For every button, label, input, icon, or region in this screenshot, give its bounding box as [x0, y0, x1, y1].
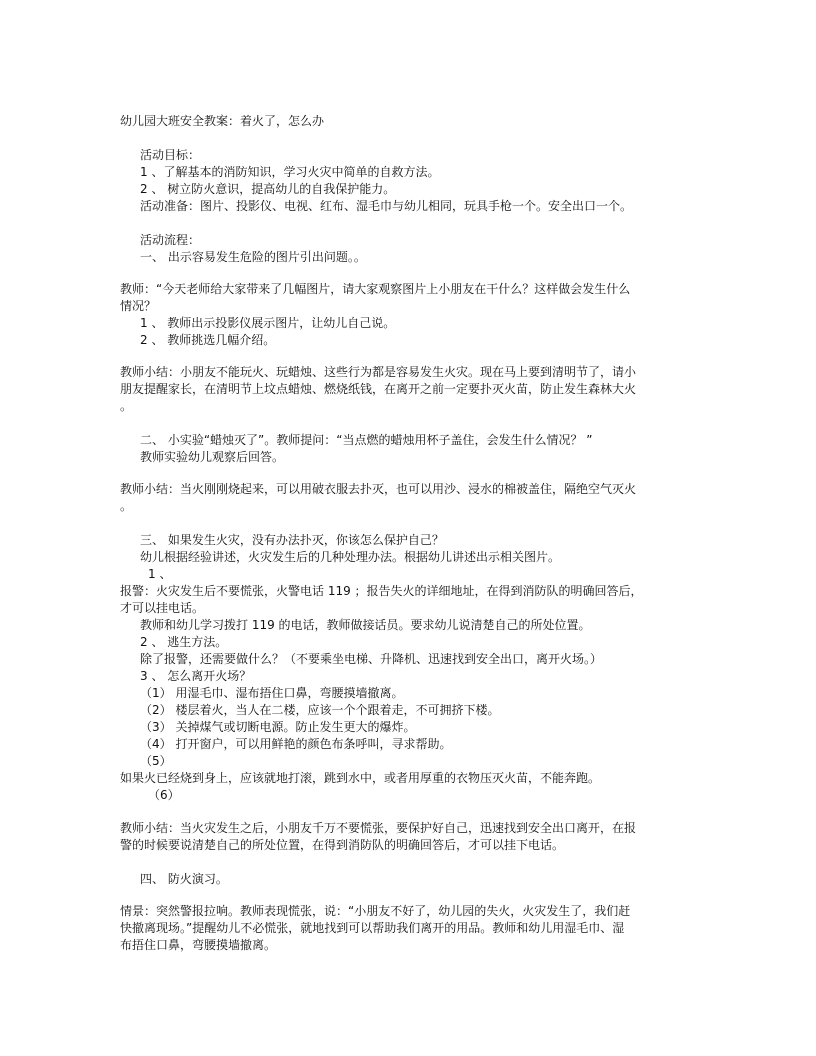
- section-title: 四、 防火演习。: [140, 872, 228, 886]
- process-heading: 活动流程：: [140, 233, 201, 247]
- goals-heading: 活动目标：: [140, 148, 201, 162]
- paragraph-line: 教师实验幼儿观察后回答。: [140, 450, 285, 464]
- section-title: 三、 如果发生火灾，没有办法扑灭，你该怎么保护自己？: [140, 533, 444, 547]
- paragraph-line: 朋友提醒家长，在清明节上坟点蜡烛、燃烧纸钱，在离开之前一定要扑灭火苗，防止发生森林大火: [120, 382, 637, 396]
- paragraph-line: 情景：突然警报拉响。教师表现慌张，说：“小朋友不好了，幼儿园的失火，火灾发生了，我们赶: [120, 904, 631, 918]
- list-item: （4） 打开窗户，可以用鲜艳的颜色布条呼叫，寻求帮助。: [140, 737, 452, 751]
- paragraph-line: 才可以挂电话。: [120, 601, 205, 615]
- list-number: 1 、: [148, 567, 172, 581]
- list-item: 2 、 逃生方法。: [140, 635, 228, 649]
- list-item: （2） 楼层着火，当人在二楼，应该一个个跟着走，不可拥挤下楼。: [140, 703, 500, 717]
- paragraph-line: 如果火已经烧到身上，应该就地打滚，跳到水中，或者用厚重的衣物压灭火苗，不能奔跑。: [120, 771, 601, 785]
- paragraph-line: 布捂住口鼻，弯腰摸墙撤离。: [120, 938, 277, 952]
- paragraph-line: 报警：火灾发生后不要慌张，火警电话 119 ；报告失火的详细地址，在得到消防队的明确回答后，: [120, 584, 643, 598]
- paragraph-line: 情况？: [120, 299, 157, 313]
- goal-item: 1 、了解基本的消防知识，学习火灾中简单的自救方法。: [140, 165, 440, 179]
- list-item: （6）: [148, 788, 180, 802]
- list-item: （1） 用湿毛巾、湿布捂住口鼻，弯腰摸墙撤离。: [140, 686, 404, 700]
- paragraph-line: 教师和幼儿学习拨打 119 的电话，教师做接话员。要求幼儿说清楚自己的所处位置。: [140, 618, 591, 632]
- goal-item: 2 、 树立防火意识，提高幼儿的自我保护能力。: [140, 182, 396, 196]
- paragraph-line: 幼儿根据经验讲述，火灾发生后的几种处理办法。根据幼儿讲述出示相关图片。: [140, 550, 561, 564]
- section-title: 二、 小实验“蜡烛灭了”。教师提问：“当点燃的蜡烛用杯子盖住，会发生什么情况？ ”: [140, 433, 593, 447]
- paragraph-line: 教师小结：当火灾发生之后，小朋友千万不要慌张，要保护好自己，迅速找到安全出口离开，在报: [120, 821, 637, 835]
- section-title: 一、 出示容易发生危险的图片引出问题。。: [140, 250, 366, 264]
- document-title: 幼儿园大班安全教案：着火了，怎么办: [120, 114, 325, 128]
- paragraph-line: 教师小结：小朋友不能玩火、玩蜡烛、这些行为都是容易发生火灾。现在马上要到清明节了，请小: [120, 365, 637, 379]
- list-item: （5）: [140, 754, 172, 768]
- paragraph-line: 。: [120, 399, 133, 413]
- paragraph-line: 警的时候要说清楚自己的所处位置，在得到消防队的明确回答后，才可以挂下电话。: [120, 838, 565, 852]
- paragraph-line: 快撤离现场。”提醒幼儿不必慌张，就地找到可以帮助我们离开的用品。教师和幼儿用湿毛巾、湿: [120, 921, 625, 935]
- paragraph-line: 教师小结：当火刚刚烧起来，可以用破衣服去扑灭，也可以用沙、浸水的棉被盖住，隔绝空气灭火: [120, 482, 637, 496]
- list-item: 1 、 教师出示投影仪展示图片，让幼儿自己说。: [140, 316, 396, 330]
- preparation-text: 活动准备：图片、投影仪、电视、红布、湿毛巾与幼儿相同，玩具手枪一个。安全出口一个。: [140, 199, 633, 213]
- paragraph-line: 教师：“今天老师给大家带来了几幅图片，请大家观察图片上小朋友在干什么？这样做会发生什么: [120, 282, 631, 296]
- list-item: 2 、 教师挑选几幅介绍。: [140, 333, 276, 347]
- paragraph-line: 除了报警，还需要做什么？（不要乘坐电梯、升降机、迅速找到安全出口，离开火场。）: [140, 652, 603, 666]
- list-item: （3） 关掉煤气或切断电源。防止发生更大的爆炸。: [140, 720, 416, 734]
- list-item: 3 、 怎么离开火场？: [140, 669, 252, 683]
- paragraph-line: 。: [120, 499, 133, 513]
